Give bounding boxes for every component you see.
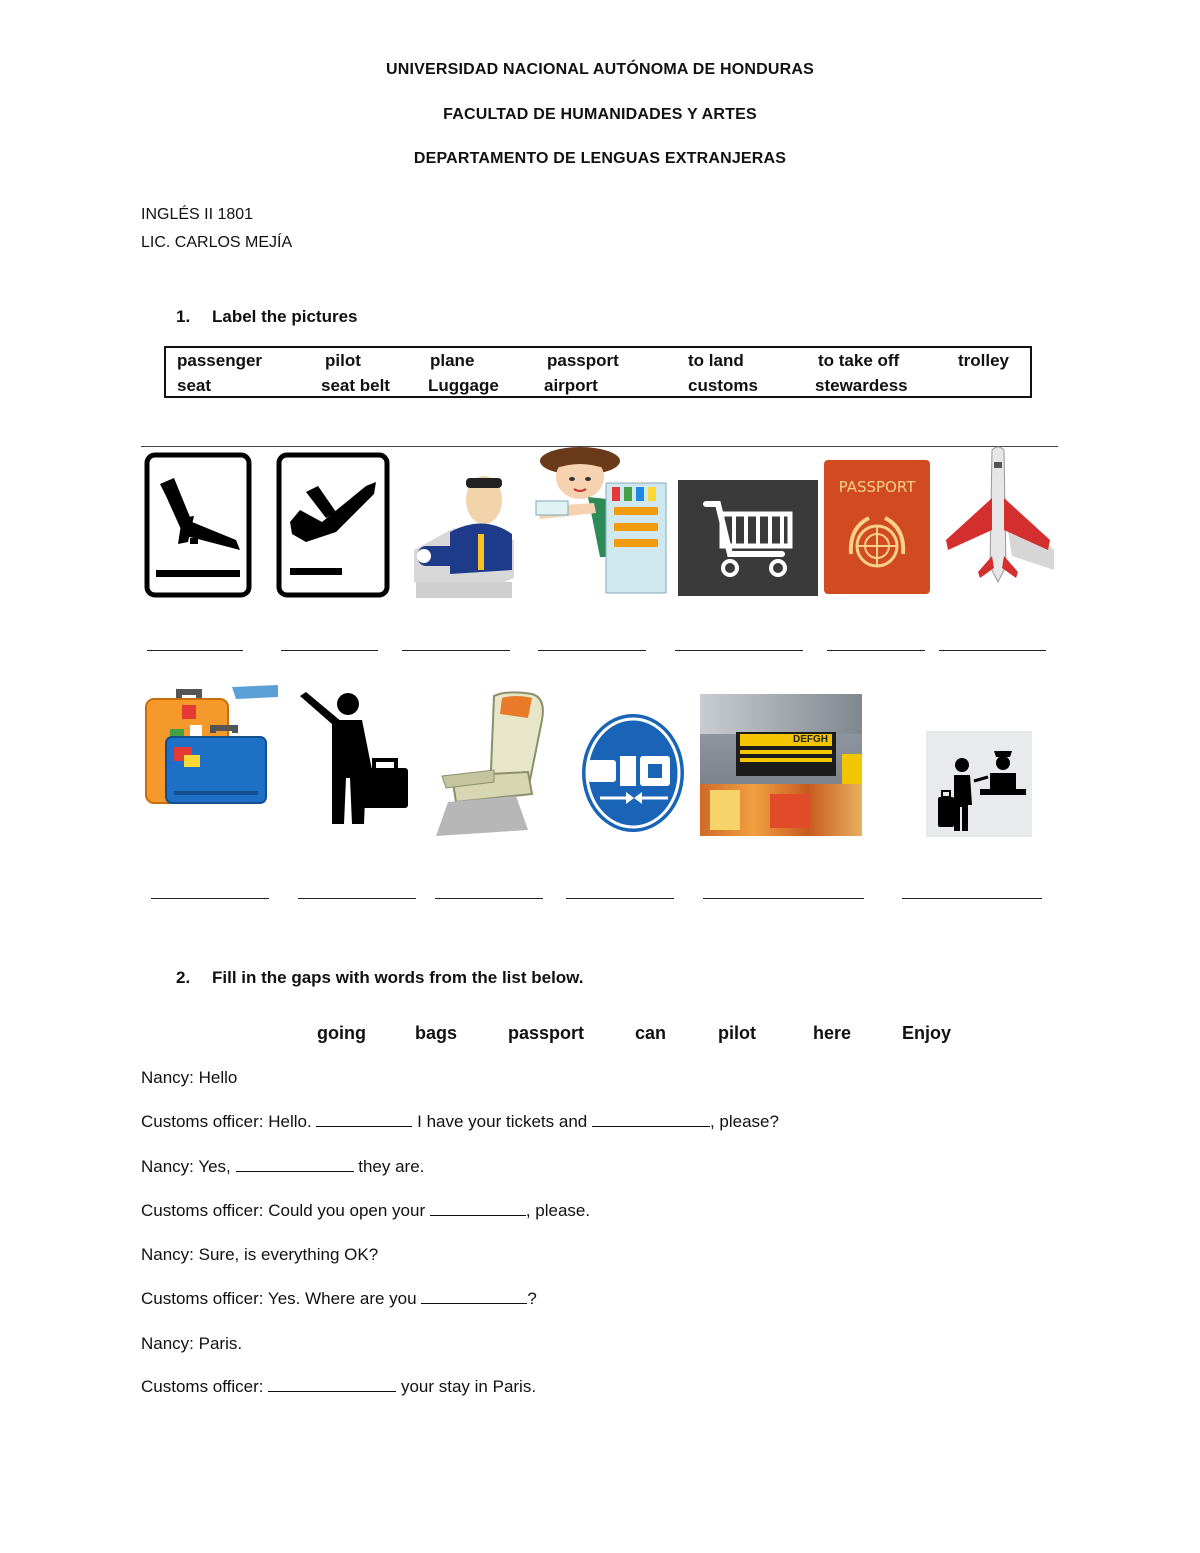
luggage-picture [144, 685, 278, 809]
passport-cover-text: PASSPORT [838, 478, 916, 496]
faculty-name: FACULTAD DE HUMANIDADES Y ARTES [443, 106, 757, 123]
exercise-1-number: 1. [176, 307, 191, 326]
pilot-picture [394, 470, 522, 598]
answer-blank[interactable] [281, 650, 378, 651]
dialogue-text: , please? [709, 1112, 779, 1131]
dialogue-line [141, 1201, 590, 1221]
dialogue-line [141, 1377, 536, 1397]
dialogue-line [141, 1334, 242, 1354]
answer-blank[interactable] [435, 898, 543, 899]
dialogue-text: they are. [353, 1157, 425, 1176]
airport-picture [700, 694, 862, 836]
word-stewardess: stewardess [815, 376, 908, 395]
word-seat: seat [177, 376, 212, 395]
trolley-icon [678, 480, 818, 596]
answer-blank[interactable] [675, 650, 803, 651]
passenger-icon [296, 690, 412, 826]
seat-picture [432, 690, 548, 836]
gap-blank[interactable] [236, 1157, 354, 1172]
answer-blank[interactable] [151, 898, 269, 899]
dialogue-text: , please. [525, 1201, 591, 1220]
dialogue-text: Customs officer: Could you open your [141, 1201, 430, 1220]
word-box [164, 346, 1032, 398]
word-airport: airport [544, 376, 598, 395]
word-passenger: passenger [177, 351, 263, 370]
gap-blank[interactable] [316, 1112, 412, 1127]
dialogue-line [141, 1068, 237, 1088]
bank-word-pilot: pilot [718, 1023, 756, 1043]
dialogue-text: Nancy: Paris. [141, 1334, 243, 1353]
gap-blank[interactable] [421, 1289, 527, 1304]
bank-word-passport: passport [508, 1023, 585, 1043]
word-trolley: trolley [958, 351, 1010, 370]
dialogue-text: Customs officer: Yes. Where are you [141, 1289, 422, 1308]
exercise-1-heading [176, 307, 357, 327]
plane-picture [942, 446, 1054, 586]
un-emblem-icon [845, 514, 909, 578]
dialogue-line [141, 1289, 537, 1309]
word-to-land: to land [688, 351, 744, 370]
bank-word-here: here [813, 1023, 852, 1043]
dialogue-text: ? [527, 1289, 537, 1308]
answer-blank[interactable] [827, 650, 925, 651]
answer-blank[interactable] [566, 898, 674, 899]
landing-icon [144, 452, 252, 598]
dialogue-text: I have your tickets and [412, 1112, 592, 1131]
takeoff-icon [276, 452, 390, 598]
word-seat-belt: seat belt [321, 376, 390, 395]
bank-word-going: going [317, 1023, 366, 1043]
exercise-1-title: Label the pictures [212, 307, 358, 326]
bank-word-bags: bags [415, 1023, 458, 1043]
exercise-2-number: 2. [176, 968, 191, 987]
exercise-2-heading [176, 968, 584, 988]
dialogue-line [141, 1245, 378, 1265]
gap-blank[interactable] [592, 1112, 710, 1127]
dialogue-line [141, 1157, 424, 1177]
answer-blank[interactable] [538, 650, 646, 651]
airport-sign-text: DEFGH [740, 734, 832, 746]
word-pilot: pilot [325, 351, 361, 370]
passport-picture [824, 460, 930, 594]
dialogue-text: Customs officer: [141, 1377, 269, 1396]
word-plane: plane [430, 351, 475, 370]
word-luggage: Luggage [428, 376, 499, 395]
answer-blank[interactable] [147, 650, 243, 651]
answer-blank[interactable] [939, 650, 1046, 651]
gap-blank[interactable] [430, 1201, 526, 1216]
answer-blank[interactable] [902, 898, 1042, 899]
answer-blank[interactable] [402, 650, 510, 651]
bank-word-can: can [635, 1023, 667, 1043]
dialogue-line [141, 1112, 779, 1132]
course-code: INGLÉS II 1801 [141, 206, 254, 223]
dialogue-text: Nancy: Hello [141, 1068, 238, 1087]
gap-blank[interactable] [268, 1377, 396, 1392]
bank-word-enjoy: Enjoy [902, 1023, 952, 1043]
university-name: UNIVERSIDAD NACIONAL AUTÓNOMA DE HONDURAS [385, 61, 815, 78]
dialogue-text: Nancy: Sure, is everything OK? [141, 1245, 379, 1264]
teacher-name: LIC. CARLOS MEJÍA [141, 234, 293, 251]
dialogue-text: your stay in Paris. [396, 1377, 537, 1396]
word-passport: passport [547, 351, 619, 370]
dialogue-text: Customs officer: Hello. [141, 1112, 317, 1131]
word-to-take-off: to take off [818, 351, 900, 370]
answer-blank[interactable] [703, 898, 864, 899]
exercise-2-title: Fill in the gaps with words from the list below. [212, 968, 584, 987]
stewardess-picture [534, 447, 670, 597]
dialogue-text: Nancy: Yes, [141, 1157, 236, 1176]
answer-blank[interactable] [298, 898, 416, 899]
customs-icon [926, 731, 1032, 837]
seat-belt-sign-icon [580, 712, 686, 834]
department-name: DEPARTAMENTO DE LENGUAS EXTRANJERAS [413, 150, 787, 167]
word-customs: customs [688, 376, 758, 395]
